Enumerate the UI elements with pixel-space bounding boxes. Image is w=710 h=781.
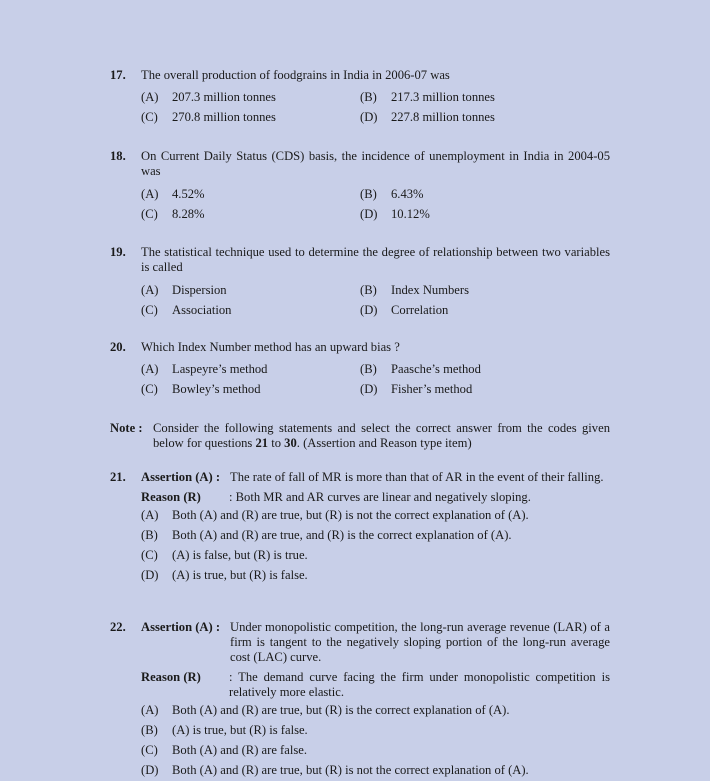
option-text: Bowley’s method	[172, 381, 261, 396]
question-17	[110, 68, 610, 127]
option-d[interactable]	[360, 207, 579, 222]
option-text: 270.8 million tonnes	[172, 109, 276, 124]
option-a[interactable]	[141, 283, 360, 298]
option-c[interactable]	[141, 207, 360, 222]
option-c[interactable]	[141, 303, 360, 318]
option-b[interactable]	[360, 283, 579, 298]
question-20	[110, 340, 610, 399]
option-label: (D)	[360, 381, 378, 396]
option-label: (B)	[360, 186, 377, 201]
option-label: (A)	[141, 361, 159, 376]
option-label: (D)	[360, 206, 378, 221]
question-number: 17.	[110, 68, 126, 82]
option-text: Correlation	[391, 302, 449, 317]
question-number: 19.	[110, 245, 126, 259]
option-text: 4.52%	[172, 186, 205, 201]
option-c[interactable]	[141, 382, 360, 397]
option-c[interactable]	[141, 740, 610, 760]
reason-text: : Both MR and AR curves are linear and negatively sloping.	[229, 490, 531, 504]
option-label: (C)	[141, 109, 158, 124]
option-label: (A)	[141, 702, 159, 717]
option-text: Both (A) and (R) are true, and (R) is the correct explanation of (A).	[172, 527, 512, 542]
option-text: Dispersion	[172, 282, 227, 297]
assertion-label: Assertion (A) :	[141, 620, 221, 634]
question-number: 18.	[110, 149, 126, 163]
reason-label: Reason (R)	[141, 490, 201, 504]
option-label: (C)	[141, 381, 158, 396]
option-a[interactable]	[141, 362, 360, 377]
option-label: (D)	[141, 567, 159, 582]
option-text: 6.43%	[391, 186, 424, 201]
reason-text: : The demand curve facing the firm under monopolistic competition is relatively more elastic.	[229, 670, 610, 699]
option-d[interactable]	[141, 565, 610, 585]
option-b[interactable]	[141, 720, 610, 740]
reason	[141, 490, 610, 505]
option-a[interactable]	[141, 187, 360, 202]
option-text: Both (A) and (R) are true, but (R) is not the correct explanation of (A).	[172, 507, 529, 522]
option-text: Fisher’s method	[391, 381, 473, 396]
instruction-note	[110, 421, 610, 451]
option-label: (A)	[141, 282, 159, 297]
option-text: 217.3 million tonnes	[391, 89, 495, 104]
option-text: (A) is true, but (R) is false.	[172, 722, 308, 737]
option-label: (C)	[141, 302, 158, 317]
option-label: (B)	[360, 89, 377, 104]
option-label: (A)	[141, 186, 159, 201]
question-number: 22.	[110, 620, 126, 634]
option-label: (B)	[141, 527, 158, 542]
note-text	[153, 421, 610, 451]
question-22	[110, 620, 610, 780]
assertion-label: Assertion (A) :	[141, 470, 221, 484]
option-label: (D)	[360, 302, 378, 317]
question-text: The statistical technique used to determine the degree of relationship between two variables is called	[141, 245, 610, 274]
option-text: (A) is true, but (R) is false.	[172, 567, 308, 582]
option-label: (B)	[141, 722, 158, 737]
option-label: (B)	[360, 361, 377, 376]
option-label: (D)	[360, 109, 378, 124]
reason	[141, 670, 610, 700]
option-a[interactable]	[141, 700, 610, 720]
option-text: Both (A) and (R) are true, but (R) is the correct explanation of (A).	[172, 702, 510, 717]
note-question-to: 30	[284, 436, 297, 450]
note-label: Note :	[110, 421, 143, 435]
option-text: Association	[172, 302, 232, 317]
option-label: (A)	[141, 507, 159, 522]
option-label: (C)	[141, 742, 158, 757]
question-number: 20.	[110, 340, 126, 354]
options	[141, 359, 610, 399]
option-label: (C)	[141, 206, 158, 221]
option-text: 227.8 million tonnes	[391, 109, 495, 124]
option-c[interactable]	[141, 545, 610, 565]
question-text: On Current Daily Status (CDS) basis, the incidence of unemployment in India in 2004-05 was	[141, 149, 610, 178]
assertion	[141, 470, 610, 485]
assertion	[141, 620, 610, 665]
option-text: Both (A) and (R) are true, but (R) is not the correct explanation of (A).	[172, 762, 529, 777]
option-a[interactable]	[141, 505, 610, 525]
option-b[interactable]	[360, 187, 579, 202]
note-text-part: Consider the following statements and select the correct answer from the codes given below for questions	[153, 421, 610, 450]
note-text-part: to	[268, 436, 285, 450]
option-label: (C)	[141, 547, 158, 562]
option-b[interactable]	[360, 362, 579, 377]
question-21	[110, 470, 610, 585]
option-text: Paasche’s method	[391, 361, 481, 376]
options	[141, 87, 610, 127]
option-b[interactable]	[141, 525, 610, 545]
option-text: Index Numbers	[391, 282, 469, 297]
option-text: 8.28%	[172, 206, 205, 221]
option-label: (D)	[141, 762, 159, 777]
option-label: (A)	[141, 89, 159, 104]
option-label: (B)	[360, 282, 377, 297]
option-d[interactable]	[360, 382, 579, 397]
option-text: Laspeyre’s method	[172, 361, 268, 376]
reason-label: Reason (R)	[141, 670, 201, 684]
option-d[interactable]	[360, 110, 579, 125]
question-18	[110, 149, 610, 224]
note-question-from: 21	[255, 436, 269, 450]
question-19	[110, 245, 610, 320]
option-text: 10.12%	[391, 206, 430, 221]
assertion-text: The rate of fall of MR is more than that of AR in the event of their falling.	[230, 470, 604, 484]
assertion-text: Under monopolistic competition, the long-run average revenue (LAR) of a firm is tangent to the negatively sloping portion of the long-run average cost (LAC) curve.	[230, 620, 610, 664]
option-b[interactable]	[360, 90, 579, 105]
option-text: Both (A) and (R) are false.	[172, 742, 307, 757]
question-text: The overall production of foodgrains in India in 2006-07 was	[141, 68, 450, 82]
option-text: 207.3 million tonnes	[172, 89, 276, 104]
question-number: 21.	[110, 470, 126, 484]
question-text: Which Index Number method has an upward bias ?	[141, 340, 400, 354]
option-c[interactable]	[141, 110, 360, 125]
option-a[interactable]	[141, 90, 360, 105]
option-text: (A) is false, but (R) is true.	[172, 547, 308, 562]
note-text-part: . (Assertion and Reason type item)	[296, 436, 472, 450]
options	[141, 184, 610, 224]
option-d[interactable]	[141, 760, 610, 780]
options	[141, 280, 610, 320]
option-d[interactable]	[360, 303, 579, 318]
